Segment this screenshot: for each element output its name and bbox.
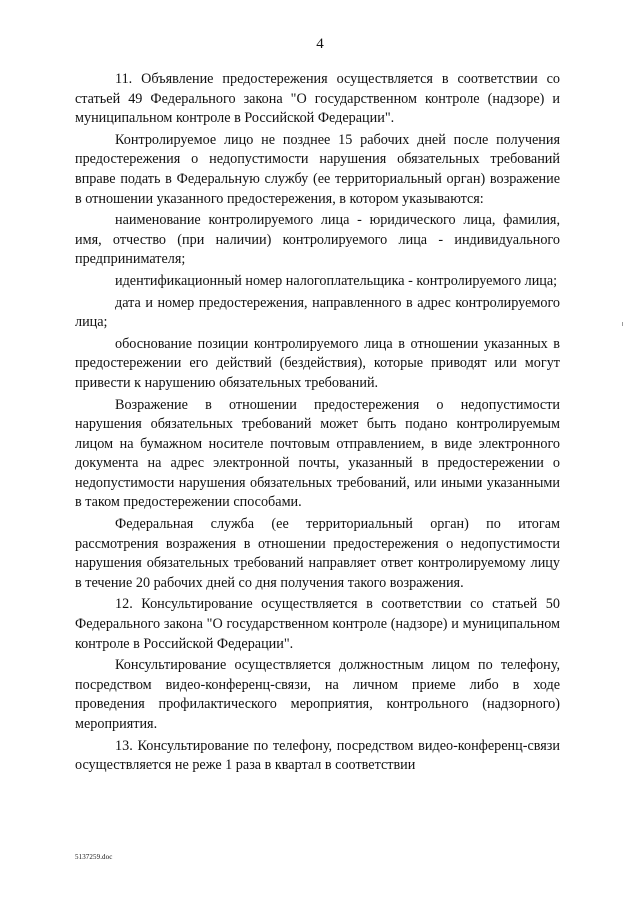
paragraph-item-warning-date-number: дата и номер предостережения, направленного в адрес контролируемого лица; — [75, 294, 560, 331]
paragraph-item-entity-name: наименование контролируемого лица - юридического лица, фамилия, имя, отчество (при наличии) контролируемого лица - индивидуального предпринимателя; — [75, 212, 560, 268]
paragraph-objection-response: Федеральная служба (ее территориальный орган) по итогам рассмотрения возражения в отношении предостережения о недопустимости нарушения обязательных требований направляет ответ контролируемому лицу в течение 20 рабочих дней со дня получения такого возражения. — [75, 516, 560, 591]
footer-document-id: 5137259.doc — [75, 853, 113, 861]
scan-edge-mark — [622, 322, 623, 326]
page-number: 4 — [316, 36, 324, 52]
paragraph-13-phone-consulting: 13. Консультирование по телефону, посредством видео-конференц-связи осуществляется не реже 1 раза в квартал в соответствии — [75, 737, 560, 774]
document-body — [75, 70, 560, 776]
paragraph-objection-deadline: Контролируемое лицо не позднее 15 рабочих дней после получения предостережения о недопустимости нарушения обязательных требований вправе подать в Федеральную службу (ее территориальный орган) возражение в отношении указанного предостережения, в котором указываются: — [75, 131, 560, 207]
paragraph-item-taxpayer-id: идентификационный номер налогоплательщика - контролируемого лица; — [115, 272, 558, 289]
paragraph-item-position-justification: обоснование позиции контролируемого лица в отношении указанных в предостережении его действий (бездействия), которые приводят или могут привести к нарушению обязательных требований. — [75, 335, 560, 391]
paragraph-objection-submission: Возражение в отношении предостережения о недопустимости нарушения обязательных требований может быть подано контролируемым лицом на бумажном носителе почтовым отправлением, в виде электронного документа на адрес электронной почты, указанный в предостережении о недопустимости нарушения обязательных требований, или иными указанными в таком предостережении способами. — [75, 396, 560, 511]
paragraph-12-consulting: 12. Консультирование осуществляется в соответствии со статьей 50 Федерального закона "О государственном контроле (надзоре) и муниципальном контроле в Российской Федерации". — [75, 596, 560, 652]
paragraph-11-warning-announcement: 11. Объявление предостережения осуществляется в соответствии со статьей 49 Федерального закона "О государственном контроле (надзоре) и муниципальном контроле в Российской Федерации". — [75, 71, 560, 127]
paragraph-consulting-channels: Консультирование осуществляется должностным лицом по телефону, посредством видео-конференц-связи, на личном приеме либо в ходе проведения профилактического мероприятия, контрольного (надзорного) мероприятия. — [75, 657, 560, 732]
